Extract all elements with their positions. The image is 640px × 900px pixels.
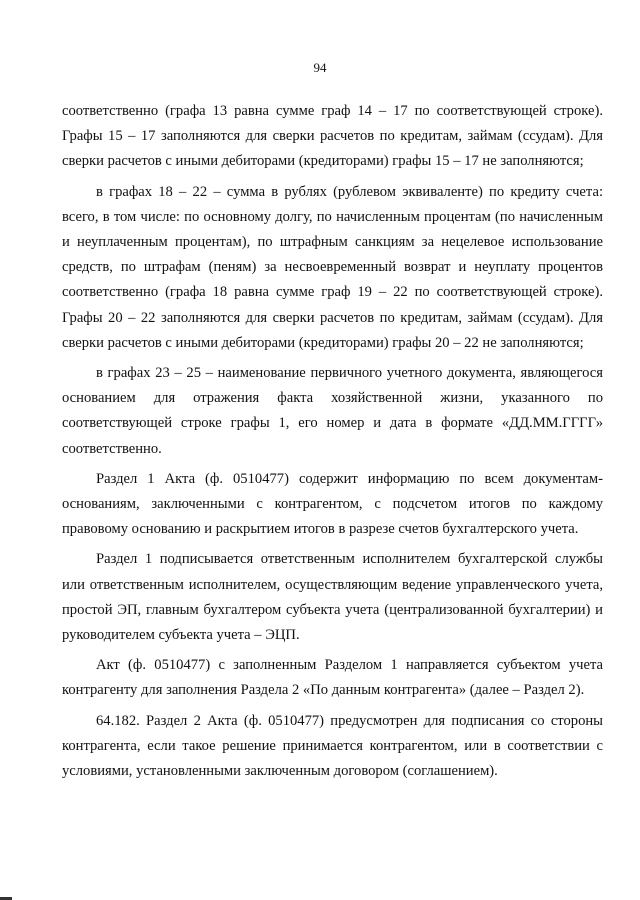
page-number: 94 [313,60,327,75]
paragraph-section-1-signing: Раздел 1 подписывается ответственным исполнителем бухгалтерской службы или ответственным исполнителем, осуществляющим ведение управленческого учета, простой ЭП, главным бухгалтером субъекта учета (централизованной бухгалтерии) и руководителем субъекта учета – ЭЦП. [62,551,603,644]
paragraph-64-182: 64.182. Раздел 2 Акта (ф. 0510477) предусмотрен для подписания со стороны контрагента, если такое решение принимается контрагентом, или в соответствии с условиями, установленными заключенным договором (соглашением). [62,712,603,780]
document-body [62,99,603,789]
paragraph-columns-13-17: соответственно (графа 13 равна сумме граф 14 – 17 по соответствующей строке). Графы 15 – 17 заполняются для сверки расчетов по кредитам, займам (ссудам). Для сверки расчетов с иными дебиторами (кредиторами) графы 15 – 17 не заполняются; [62,103,603,170]
paragraph-act-sending: Акт (ф. 0510477) с заполненным Разделом 1 направляется субъектом учета контрагенту для заполнения Раздела 2 «По данным контрагента» (далее – Раздел 2). [62,657,603,699]
paragraph-section-1-content: Раздел 1 Акта (ф. 0510477) содержит информацию по всем документам-основаниям, заключенными с контрагентом, с подсчетом итогов по каждому правовому основанию и раскрытием итогов в разрезе счетов бухгалтерского учета. [62,470,603,538]
paragraph-columns-23-25: в графах 23 – 25 – наименование первичного учетного документа, являющегося основанием для отражения факта хозяйственной жизни, указанного по соответствующей строке графы 1, его номер и дата в формате «ДД.ММ.ГГГГ» соответственно. [62,365,603,457]
paragraph-columns-18-22: в графах 18 – 22 – сумма в рублях (рублевом эквиваленте) по кредиту счета: всего, в том числе: по основному долгу, по начисленным процентам (по начисленным и неуплаченным процентам), по штрафным санкциям за нецелевое использование средств, по штрафам (пеням) за несвоевременный возврат и неуплату процентов соответственно (графа 18 равна сумме граф 19 – 22 по соответствующей строке). Графы 20 – 22 заполняются для сверки расчетов по кредитам, займам (ссудам). Для сверки расчетов с иными дебиторами (кредиторами) графы 20 – 22 не заполняются; [62,183,603,351]
